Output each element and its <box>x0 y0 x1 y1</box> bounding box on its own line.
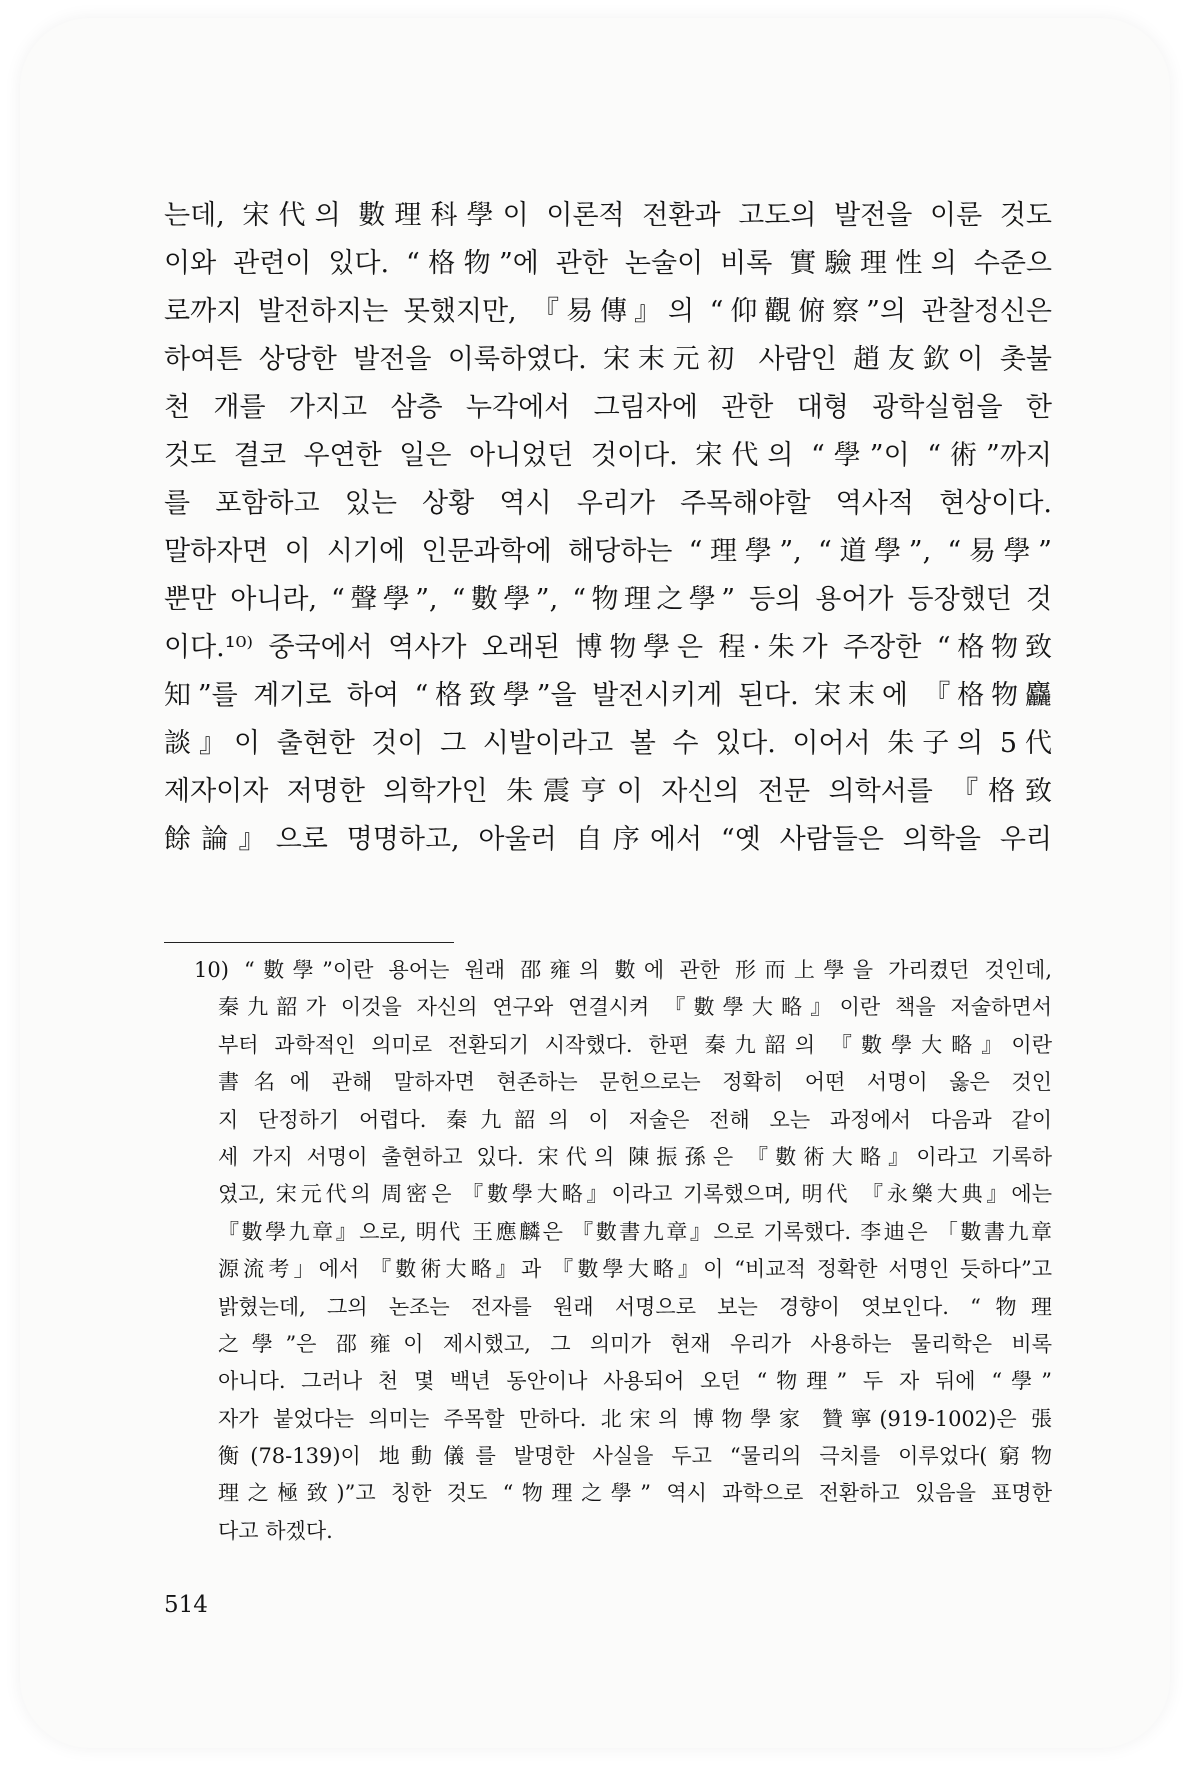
page-number: 514 <box>164 1592 208 1618</box>
footnote-line: 다고 하겠다. <box>218 1518 333 1543</box>
footnote-line: 理之極致)”고 칭한 것도 “物理之學” 역시 과학으로 전환하고 있음을 표명한 <box>218 1481 1052 1506</box>
footnote-line: 아니다. 그러나 천 몇 백년 동안이나 사용되어 오던 “物理” 두 자 뒤에 “學” <box>218 1369 1052 1394</box>
body-line: 뿐만 아니라, “聲學”, “數學”, “物理之學” 등의 용어가 등장했던 것 <box>164 584 1052 615</box>
footnote-line: 였고, 宋元代의 周密은 『數學大略』이라고 기록했으며, 明代 『永樂大典』에는 <box>218 1182 1052 1207</box>
footnote-line: 10) “數學”이란 용어는 원래 邵雍의 數에 관한 形而上學을 가리켰던 것인데, <box>194 958 1052 982</box>
body-line: 하여튼 상당한 발전을 이룩하였다. 宋末元初 사람인 趙友欽이 촛불 <box>164 344 1052 375</box>
body-text <box>164 192 1052 864</box>
body-line: 로까지 발전하지는 못했지만, 『易傳』의 “仰觀俯察”의 관찰정신은 <box>164 296 1052 327</box>
body-line: 知”를 계기로 하여 “格致學”을 발전시키게 된다. 宋末에 『格物麤 <box>164 680 1052 711</box>
body-line: 제자이자 저명한 의학가인 朱震亨이 자신의 전문 의학서를 『格致 <box>164 776 1052 807</box>
footnote-line: 밝혔는데, 그의 논조는 전자를 원래 서명으로 보는 경향이 엿보인다. “物理 <box>218 1294 1052 1319</box>
footnote-separator <box>164 942 454 943</box>
body-line: 말하자면 이 시기에 인문과학에 해당하는 “理學”, “道學”, “易學” <box>164 536 1052 567</box>
footnote-line: 부터 과학적인 의미로 전환되기 시작했다. 한편 秦九韶의 『數學大略』이란 <box>218 1032 1052 1057</box>
body-line: 를 포함하고 있는 상황 역시 우리가 주목해야할 역사적 현상이다. <box>164 488 1052 519</box>
body-line: 것도 결코 우연한 일은 아니었던 것이다. 宋代의 “學”이 “術”까지 <box>164 440 1052 471</box>
footnote-line: 세 가지 서명이 출현하고 있다. 宋代의 陳振孫은 『數術大略』이라고 기록하 <box>218 1144 1052 1169</box>
body-line: 는데, 宋代의 數理科學이 이론적 전환과 고도의 발전을 이룬 것도 <box>164 200 1052 231</box>
body-line: 餘論』으로 명명하고, 아울러 自序에서 “옛 사람들은 의학을 우리 <box>164 824 1052 855</box>
footnote-line: 源流考」에서 『數術大略』과 『數學大略』이 “비교적 정확한 서명인 듯하다”고 <box>218 1257 1052 1282</box>
footnote <box>164 952 1052 1550</box>
body-line: 이와 관련이 있다. “格物”에 관한 논술이 비록 實驗理性의 수준으 <box>164 248 1052 279</box>
body-line: 談』이 출현한 것이 그 시발이라고 볼 수 있다. 이어서 朱子의 5代 <box>164 728 1052 759</box>
footnote-line: 『數學九章』으로, 明代 王應麟은 『數書九章』으로 기록했다. 李迪은 「數書九章 <box>218 1219 1052 1244</box>
footnote-line: 書名에 관해 말하자면 현존하는 문헌으로는 정확히 어떤 서명이 옳은 것인 <box>218 1070 1052 1095</box>
footnote-line: 之學”은 邵雍이 제시했고, 그 의미가 현재 우리가 사용하는 물리학은 비록 <box>218 1331 1052 1356</box>
footnote-line: 자가 붙었다는 의미는 주목할 만하다. 北宋의 博物學家 贊寧(919-1002)은 張 <box>218 1406 1052 1431</box>
footnote-line: 秦九韶가 이것을 자신의 연구와 연결시켜 『數學大略』이란 책을 저술하면서 <box>218 995 1052 1020</box>
body-line: 천 개를 가지고 삼층 누각에서 그림자에 관한 대형 광학실험을 한 <box>164 392 1052 423</box>
body-line: 이다.¹⁰⁾ 중국에서 역사가 오래된 博物學은 程·朱가 주장한 “格物致 <box>164 632 1052 663</box>
footnote-line: 지 단정하기 어렵다. 秦九韶의 이 저술은 전해 오는 과정에서 다음과 같이 <box>218 1107 1052 1132</box>
footnote-line: 衡(78-139)이 地動儀를 발명한 사실을 두고 “물리의 극치를 이루었다(窮物 <box>218 1444 1052 1469</box>
